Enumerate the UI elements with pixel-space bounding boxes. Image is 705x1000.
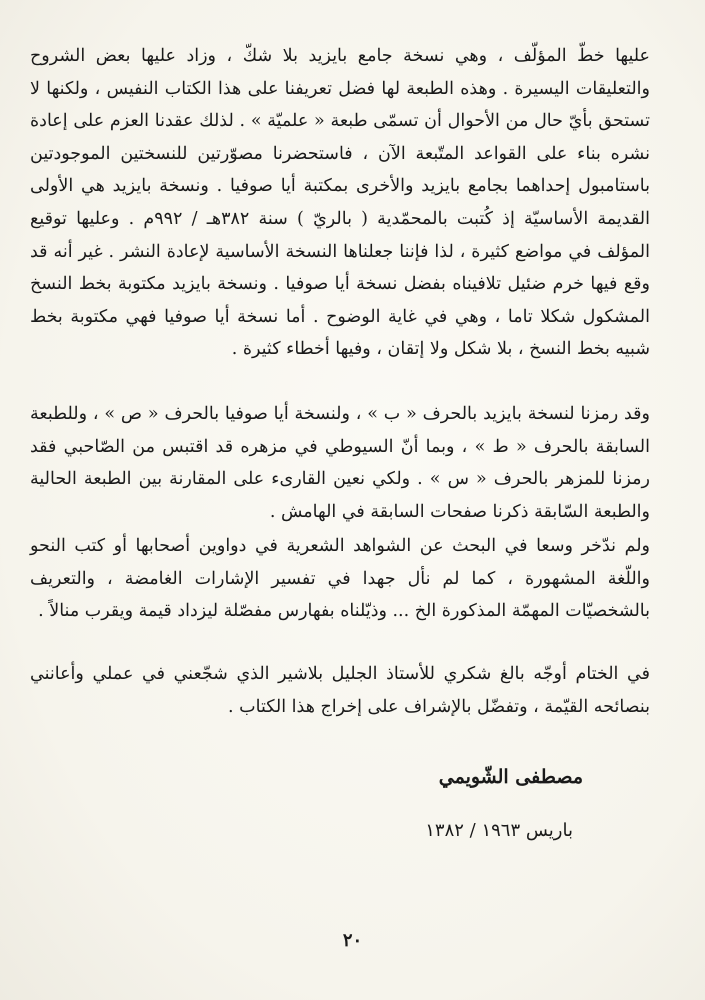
paragraph-research [30,530,650,628]
paragraph-text: ولم ندّخر وسعا في البحث عن الشواهد الشعرية في دواوين أصحابها أو كتب النحو واللّغة المشهورة ، كما لم نأل جهدا في تفسير الإشارات الغامضة ، والتعريف بالشخصيّات المهمّة المذكورة الخ ... وذيّلناه بفهارس مفصّلة ليزداد قيمة ويقرب منالاً . [30,536,650,622]
paragraph-text: وقد رمزنا لنسخة بايزيد بالحرف « ب » ، ولنسخة أيا صوفيا بالحرف « ص » ، وللطبعة السابقة بالحرف « ط » ، وبما أنّ السيوطي في مزهره قد اقتبس من الصّاحبي فقد رمزنا للمزهر بالحرف « س » . ولكي نعين القارىء على المقارنة بين الطبعة الحالية والطبعة السّابقة ذكرنا صفحات السابقة في الهامش . [30,404,650,522]
paragraph-text: عليها خطّ المؤلّف ، وهي نسخة جامع بايزيد بلا شكّ ، وزاد عليها بعض الشروح والتعليقات اليسيرة . وهذه الطبعة لها فضل تعريفنا على هذا الكتاب النفيس ، ولكنها لا تستحق بأيّ حال من الأحوال أن تسمّى طبعة « علميّة » . لذلك عقدنا العزم على إعادة نشره بناء على القواعد المتّبعة الآن ، فاستحضرنا مصوّرتين للنسختين الموجودتين باستامبول إحداهما بجامع بايزيد والأخرى بمكتبة أيا صوفيا . ونسخة بايزيد هي الأولى القديمة الأساسيّة إذ كُتبت بالمحمّدية ( بالريّ ) سنة ٣٨٢هـ / ٩٩٢م . وعليها توقيع المؤلف في مواضع كثيرة ، لذا فإننا جعلناها النسخة الأساسية لإعادة النشر . غير أنه قد وقع فيها خرم ضئيل تلافيناه بفضل نسخة أيا صوفيا . ونسخة بايزيد مكتوبة بخط النسخ المشكول شكلا تاما ، وهي في غاية الوضوح . أما نسخة أيا صوفيا فهي مكتوبة بخط شبيه بخط النسخ ، بلا شكل ولا إتقان ، وفيها أخطاء كثيرة . [30,46,650,360]
paragraph-acknowledgement [30,658,650,723]
page-number: ٢٠ [342,930,363,951]
place-and-date: باريس ١٩٦٣ / ١٣٨٢ [425,820,573,841]
paragraph-manuscripts [30,40,650,366]
paragraph-text: في الختام أوجّه بالغ شكري للأستاذ الجليل بلاشير الذي شجّعني في عملي وأعانني بنصائحه القيّمة ، وتفضّل بالإشراف على إخراج هذا الكتاب . [30,664,650,717]
author-signature: مصطفى الشّويمي [438,766,583,788]
paragraph-symbols [30,398,650,528]
